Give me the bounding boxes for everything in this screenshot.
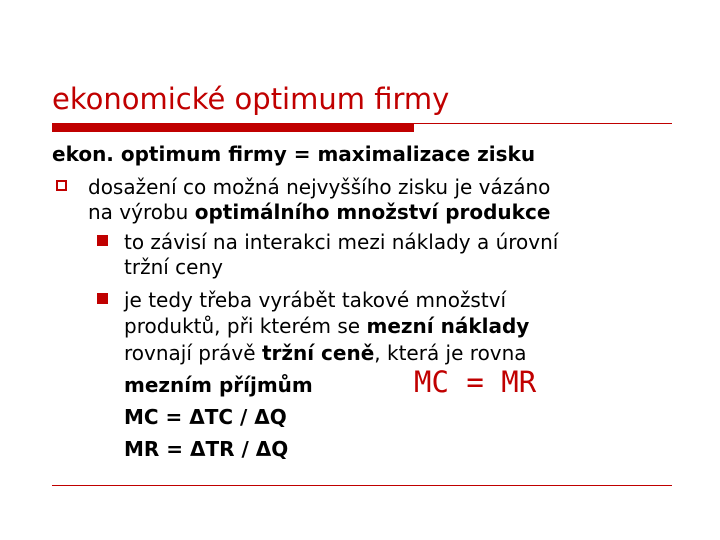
bullet3-line2: [124, 314, 529, 338]
bullet3-line2-bold: mezní náklady: [366, 314, 530, 338]
formula-mc-equals-mr: MC = MR: [414, 365, 537, 399]
bullet1-line2-prefix: na výrobu: [88, 200, 195, 224]
solid-square-icon: [97, 293, 108, 304]
formula-mc: MC = ΔTC / ΔQ: [124, 405, 287, 429]
formula-mr: MR = ΔTR / ΔQ: [124, 437, 289, 461]
bullet3-line3-bold: tržní ceně: [261, 341, 375, 365]
bullet3-line3-suffix: , která je rovna: [374, 341, 527, 365]
bullet3-line2-prefix: produktů, při kterém se: [124, 314, 367, 338]
bullet3-line3-prefix: rovnají právě: [124, 341, 262, 365]
slide-title: ekonomické optimum firmy: [52, 82, 450, 116]
bullet2-line2: tržní ceny: [124, 255, 223, 279]
bullet1-line2: [88, 200, 550, 224]
solid-square-icon: [97, 235, 108, 246]
title-underline-thick: [52, 124, 414, 132]
bottom-divider: [52, 485, 672, 486]
bullet1-line1: dosažení co možná nejvyššího zisku je vázáno: [88, 175, 551, 199]
bullet3-line1: je tedy třeba vyrábět takové množství: [124, 288, 507, 312]
bullet3-line4: mezním příjmům: [124, 373, 313, 397]
hollow-square-icon: [56, 180, 67, 191]
bullet2-line1: to závisí na interakci mezi náklady a úrovní: [124, 230, 559, 254]
bullet3-line3: [124, 341, 527, 365]
bullet1-line2-bold: optimálního množství produkce: [194, 200, 551, 224]
main-heading: ekon. optimum firmy = maximalizace zisku: [52, 142, 536, 166]
